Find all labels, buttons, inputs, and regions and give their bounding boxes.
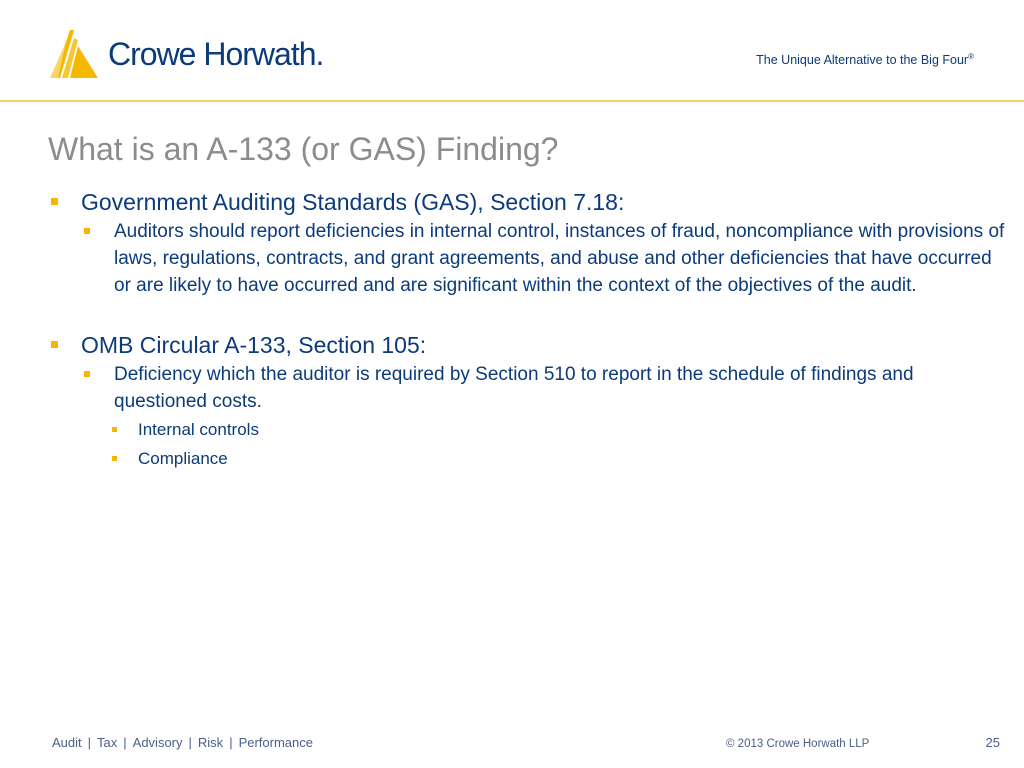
crowe-horwath-logo <box>48 28 324 80</box>
footer-item-audit: Audit <box>52 735 82 750</box>
flame-logo-icon <box>48 28 102 80</box>
square-bullet-icon <box>51 341 58 348</box>
square-bullet-icon <box>51 198 58 205</box>
copyright-notice: © 2013 Crowe Horwath LLP <box>726 738 870 750</box>
bullet-text: OMB Circular A-133, Section 105: <box>81 332 427 358</box>
bullet-text: Auditors should report deficiencies in internal control, instances of fraud, noncompliance with provisions of laws, regulations, contracts, and grant agreements, and abuse and other deficiencies that have occurred or are likely to have occurred and are significant within the context of the objectives of the audit. <box>114 221 1005 296</box>
footer-separator: | <box>229 735 233 750</box>
square-bullet-icon <box>84 228 90 234</box>
tagline <box>756 53 974 67</box>
footer-item-performance: Performance <box>238 735 313 750</box>
sub-bullet-omb-definition <box>48 361 1008 415</box>
sub-sub-bullet-compliance <box>48 444 1008 473</box>
sub-bullet-gas-definition <box>48 218 1008 299</box>
footer-separator: | <box>188 735 192 750</box>
square-bullet-icon <box>84 371 90 377</box>
header-divider <box>0 100 1024 102</box>
bullet-gas <box>48 186 1008 218</box>
registered-mark: ® <box>968 51 974 61</box>
tagline-text: The Unique Alternative to the Big Four <box>756 53 969 67</box>
bullet-text: Compliance <box>138 449 228 468</box>
footer-separator: | <box>87 735 92 750</box>
slide-title: What is an A-133 (or GAS) Finding? <box>48 131 559 167</box>
page-number: 25 <box>985 735 1000 750</box>
bullet-text: Government Auditing Standards (GAS), Section 7.18: <box>81 189 625 215</box>
square-bullet-icon <box>112 427 117 432</box>
footer-item-tax: Tax <box>97 735 118 750</box>
footer-item-risk: Risk <box>197 735 224 750</box>
footer-item-advisory: Advisory <box>132 735 183 750</box>
logo-wordmark: Crowe Horwath. <box>108 36 324 72</box>
square-bullet-icon <box>112 456 117 461</box>
bullet-text: Internal controls <box>138 420 259 439</box>
footer-separator: | <box>123 735 127 750</box>
bullet-omb <box>48 329 1008 361</box>
slide-content <box>48 186 1008 473</box>
bullet-text: Deficiency which the auditor is required by Section 510 to report in the schedule of findings and questioned costs. <box>114 364 914 412</box>
sub-sub-bullet-internal-controls <box>48 415 1008 444</box>
footer-service-lines <box>52 735 313 750</box>
